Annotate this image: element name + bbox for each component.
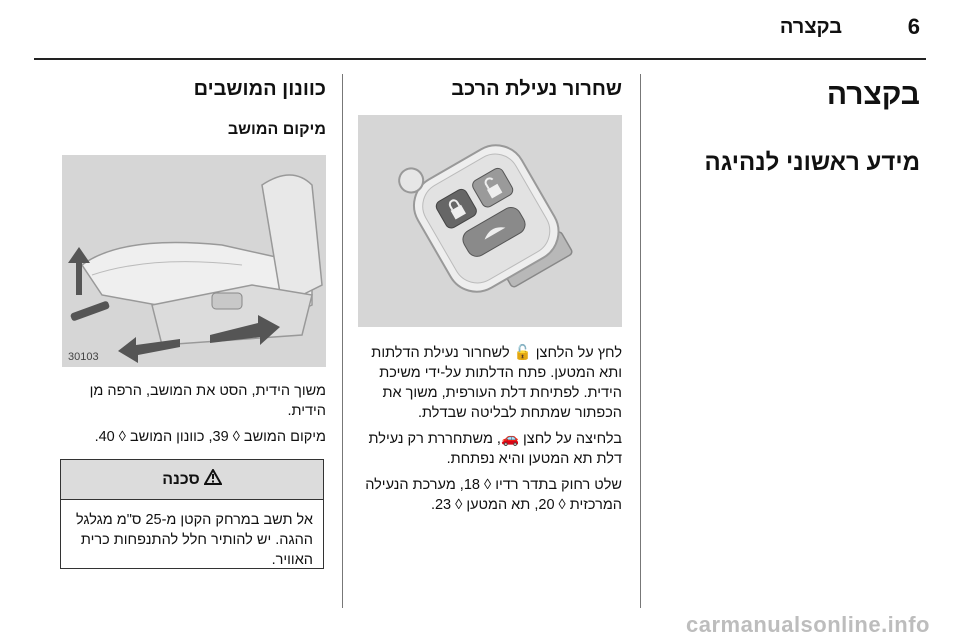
remote-key-fob-icon bbox=[358, 115, 622, 327]
section-title: בקצרה bbox=[826, 78, 920, 111]
danger-warning-box bbox=[60, 459, 324, 569]
column-divider-left bbox=[342, 74, 343, 608]
seat-paragraph-2: מיקום המושב ◊ 39, כוונון המושב ◊ 40. bbox=[94, 429, 326, 445]
header-rule bbox=[34, 58, 926, 60]
middle-column bbox=[358, 72, 622, 515]
figure-number: 30103 bbox=[68, 351, 99, 363]
seat-adjust-heading: כוונון המושבים bbox=[193, 78, 326, 100]
warning-triangle-icon bbox=[204, 469, 222, 490]
unlock-paragraph-3: שלט רחוק בתדר רדיו ◊ 18, מערכת הנעילה המרכזית ◊ 20, תא המטען ◊ 23. bbox=[365, 477, 622, 513]
chapter-title: בקצרה bbox=[779, 16, 842, 38]
unlock-paragraph-2: בלחיצה על לחצן 🚗, משתחררת רק נעילת דלת תא המטען והיא נפתחת. bbox=[368, 431, 622, 467]
column-divider-right bbox=[640, 74, 641, 608]
seat-figure bbox=[62, 155, 326, 367]
seat-position-subheading: מיקום המושב bbox=[227, 121, 326, 138]
section-subtitle: מידע ראשוני לנהיגה bbox=[704, 149, 920, 176]
warning-title: סכנה bbox=[162, 470, 200, 488]
watermark: carmanualsonline.info bbox=[686, 612, 930, 637]
right-column bbox=[664, 72, 920, 177]
seat-adjustment-icon bbox=[62, 155, 326, 367]
unlock-paragraph-1: לחץ על הלחצן 🔓 לשחרור נעילת הדלתות ותא המטען. פתח הדלתות על-ידי משיכת הידית. לפתיחת דלת העורפית, משוך את הכפתור שמתחת לבליטה שבדלת. bbox=[371, 345, 622, 421]
warning-body: אל תשב במרחק הקטן מ-25 ס"מ מגלגל ההגה. יש להותיר חלל להתנפחות כרית האוויר. bbox=[76, 512, 313, 568]
page-number: 6 bbox=[907, 14, 920, 39]
unlock-heading: שחרור נעילת הרכב bbox=[451, 78, 622, 100]
warning-header bbox=[61, 460, 323, 500]
key-fob-figure bbox=[358, 115, 622, 327]
seat-paragraph-1: משוך הידית, הסט את המושב, הרפה מן הידית. bbox=[89, 383, 326, 419]
left-column bbox=[60, 72, 326, 447]
